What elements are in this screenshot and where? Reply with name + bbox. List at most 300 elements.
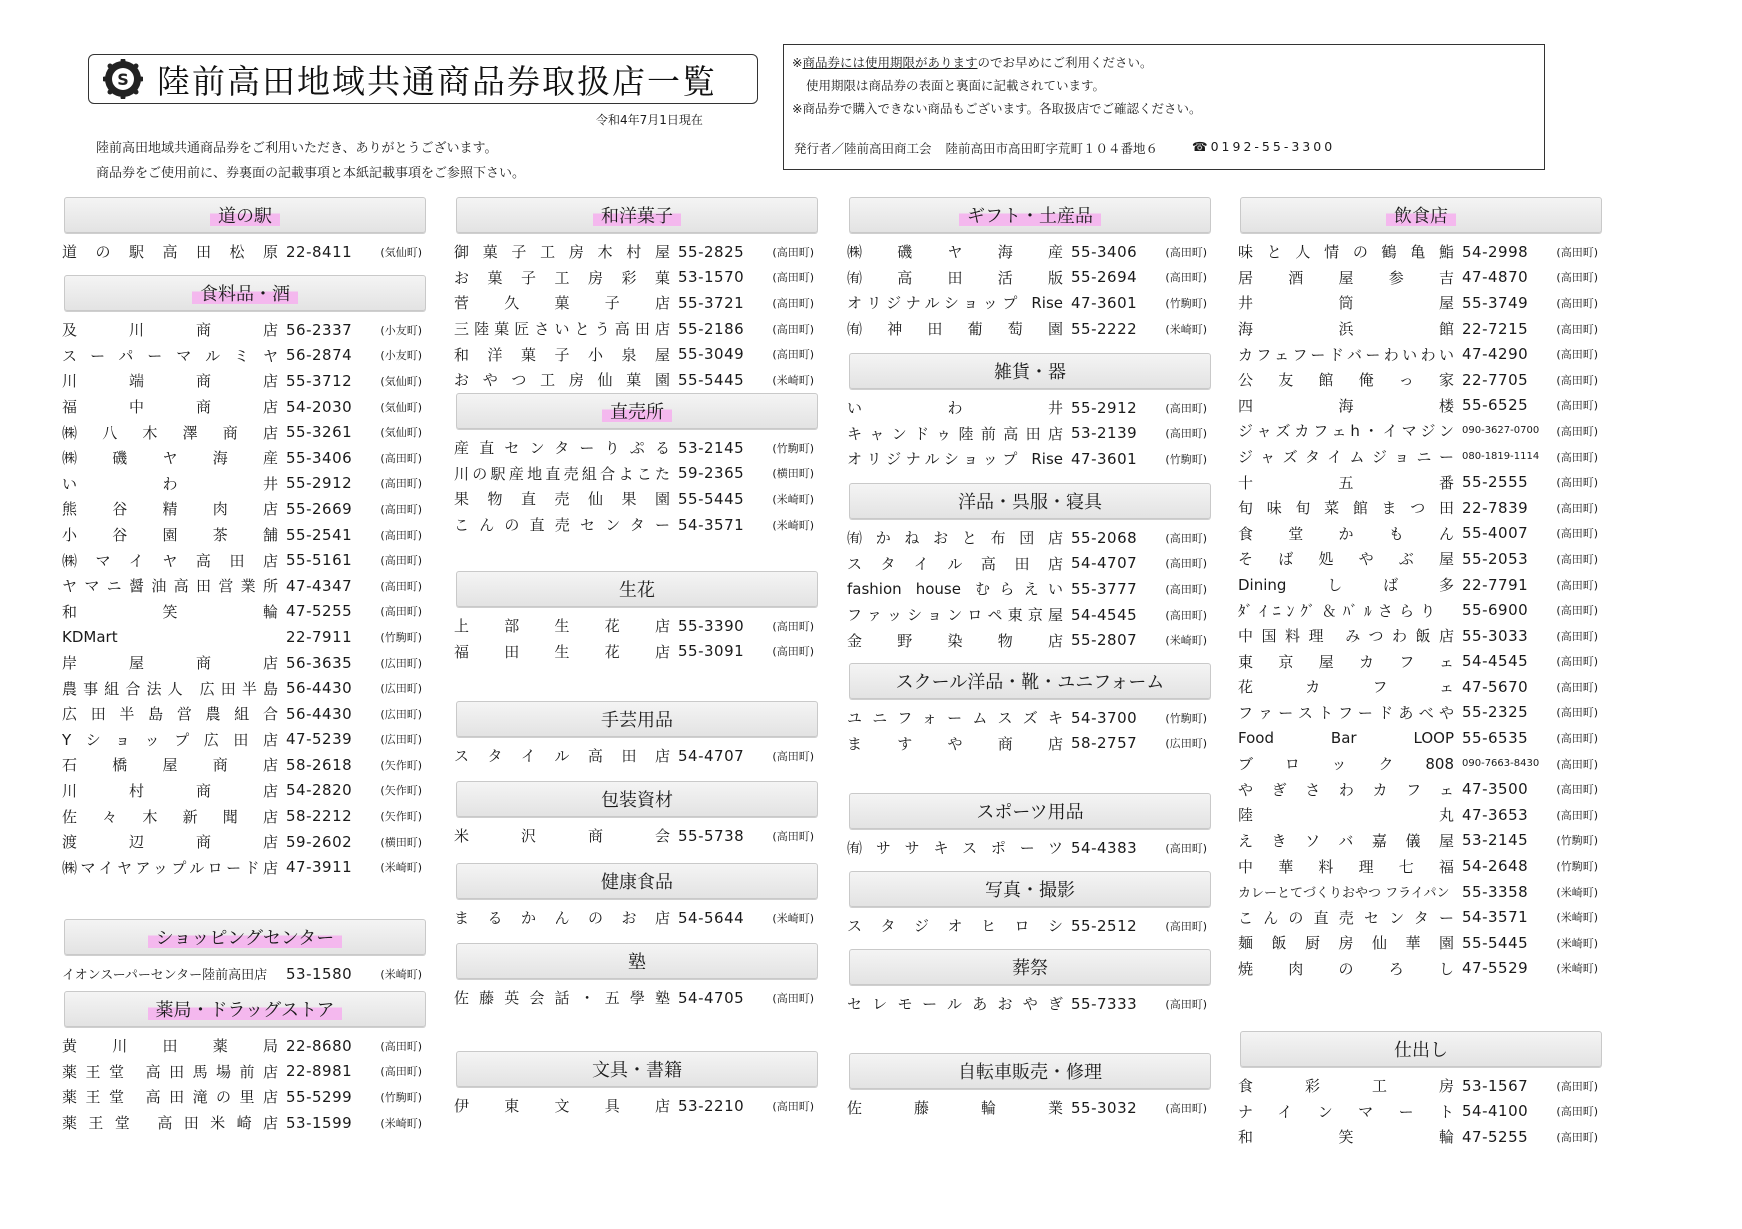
shop-row [1238,956,1604,982]
intro-line-2: 商品券をご使用前に、券裏面の記載事項と本紙記載事項をご参照下さい。 [96,166,526,181]
shop-row [1238,828,1604,854]
shop-row [454,1093,820,1119]
category-section [454,393,820,537]
shop-name: お菓子工房彩菓 [454,268,670,287]
title-box [88,54,758,104]
shop-list [454,743,820,769]
shop-phone: 56-4430 [286,704,353,723]
shop-area: (高田町) [1556,271,1598,285]
shop-area: (米崎町) [1165,322,1207,336]
shop-row [847,991,1213,1017]
shop-area: (高田町) [1165,841,1207,855]
shop-phone: 090-7663-8430 [1462,758,1540,770]
shop-name: いわ井 [847,399,1063,418]
shop-name: えきソバ嘉儀屋 [1238,831,1454,850]
shop-name: ブロック808 [1238,755,1454,774]
category-title: 和洋菓子 [593,202,681,228]
shop-area: (高田町) [772,245,814,259]
shop-phone: 55-4007 [1462,524,1529,543]
shop-list [62,239,428,265]
shop-name: 和洋菓子小泉屋 [454,345,670,364]
shop-name: 果物直売仙果園 [454,490,670,509]
category-header [849,483,1211,519]
shop-row [454,435,820,461]
category-header [456,197,818,233]
category-header [456,943,818,979]
shop-phone: 47-5255 [1462,1127,1529,1146]
publisher: 発行者／陸前高田商工会 [794,141,932,156]
shop-name: ジャズカフェh・イマジン [1238,422,1454,441]
shop-row [62,778,428,804]
shop-phone: 55-2053 [1462,549,1529,568]
shop-name: キャンドゥ陸前高田店 [847,424,1063,443]
shop-list [454,823,820,849]
shop-name: オリジナルショップ Rise [847,450,1063,469]
shop-row [847,731,1213,757]
shop-area: (高田町) [1556,680,1598,694]
shop-name: 伊東文具店 [454,1097,670,1116]
shop-name: 食彩工房 [1238,1077,1454,1096]
shop-area: (高田町) [1165,919,1207,933]
shop-row [1238,649,1604,675]
shop-row [454,341,820,367]
shop-phone: 47-4870 [1462,268,1529,287]
page-title: 陸前高田地域共通商品券取扱店一覧 [157,61,717,101]
shopping-emblem-icon [103,59,143,99]
shop-name: オリジナルショップ Rise [847,294,1063,313]
shop-name: 和笑輪 [1238,1128,1454,1147]
category-header [849,949,1211,985]
shop-phone: 53-2210 [678,1096,745,1115]
shop-name: Yショップ広田店 [62,730,278,749]
publisher-address: 陸前高田市高田町字荒町１０４番地６ [945,141,1159,156]
shop-name: 黄川田薬局 [62,1037,278,1056]
shop-row [62,727,428,753]
shop-list [454,239,820,393]
category-section [847,871,1213,939]
shop-area: (高田町) [380,502,422,516]
category-title: 健康食品 [601,872,673,893]
shop-name: 小谷園茶舗 [62,526,278,545]
category-title: 道の駅 [210,202,280,228]
shop-phone: 55-2912 [1071,398,1138,417]
shop-row [62,239,428,265]
shop-phone: 55-2912 [286,474,353,493]
shop-area: (高田町) [1165,557,1207,571]
shop-row [454,512,820,538]
shop-name: カレーとてづくりおやつ フライパン [1238,886,1450,902]
shop-name: カフェフードバーわいわい [1238,345,1454,364]
shop-phone: 22-8981 [286,1062,353,1081]
shop-row [847,551,1213,577]
shop-phone: 55-3091 [678,642,745,661]
shop-area: (高田町) [380,528,422,542]
category-header [1240,197,1602,233]
shop-area: (高田町) [380,451,422,465]
shop-list [62,961,428,987]
shop-phone: 55-2222 [1071,319,1138,338]
shop-area: (高田町) [772,991,814,1005]
shop-name: Food Bar LOOP [1238,729,1454,748]
category-header [849,663,1211,699]
shop-area: (高田町) [1556,1105,1598,1119]
shop-area: (矢作町) [380,784,422,798]
shop-row [62,496,428,522]
category-header [456,571,818,607]
shop-phone: 53-2139 [1071,424,1138,443]
shop-phone: 47-3601 [1071,449,1138,468]
shop-row [62,368,428,394]
shop-name: スタイル高田店 [847,554,1063,573]
shop-phone: 55-2807 [1071,631,1138,650]
shop-row [62,419,428,445]
category-title: 洋品・呉服・寝具 [958,492,1102,513]
shop-list [847,1095,1213,1121]
shop-area: (米崎町) [1556,962,1598,976]
shop-phone: 56-3635 [286,653,353,672]
shop-area: (高田町) [1556,1130,1598,1144]
publisher-line [794,139,1335,157]
shop-row [62,522,428,548]
shop-phone: 55-5299 [286,1087,353,1106]
category-section [847,663,1213,756]
shop-area: (高田町) [1556,552,1598,566]
shop-name: ㈲ササキスポーツ [847,839,1063,858]
shop-area: (小友町) [380,323,422,337]
shop-row [1238,1099,1604,1125]
shop-name: 御菓子工房木村屋 [454,243,670,262]
shop-area: (高田町) [772,619,814,633]
shop-phone: 55-3721 [678,293,745,312]
category-header [849,871,1211,907]
shop-phone: 47-5239 [286,730,353,749]
shop-row [1238,572,1604,598]
shop-list [454,613,820,664]
shop-list [1238,239,1604,981]
shop-phone: 47-3500 [1462,780,1529,799]
shop-row [62,1033,428,1059]
shop-phone: 22-7791 [1462,575,1529,594]
shop-row [1238,265,1604,291]
shop-phone: 55-2669 [286,499,353,518]
shop-name: ㈲高田活版 [847,268,1063,287]
shop-phone: 54-4100 [1462,1102,1529,1121]
category-header [456,1051,818,1087]
category-title: 手芸用品 [601,710,673,731]
shop-phone: 54-4545 [1462,652,1529,671]
shop-name: KDMart [62,627,118,646]
shop-name: 和笑輪 [62,602,278,621]
shop-area: (米崎町) [1556,911,1598,925]
category-section [454,1051,820,1119]
category-header [456,393,818,429]
shop-row [454,639,820,665]
category-header [456,863,818,899]
shop-row [847,576,1213,602]
shop-name: 居酒屋参吉 [1238,268,1454,287]
shop-area: (米崎町) [380,967,422,981]
shop-area: (米崎町) [772,492,814,506]
shop-name: 東京屋カフェ [1238,652,1454,671]
shop-row [62,624,428,650]
shop-row [847,316,1213,342]
shop-name: 佐藤輪業 [847,1099,1063,1118]
category-section [454,197,820,393]
shop-name: 佐藤英会話・五學塾 [454,989,670,1008]
shop-name: 石橋屋商店 [62,756,278,775]
shop-phone: 55-5445 [678,370,745,389]
shop-phone: 54-2030 [286,397,353,416]
shop-area: (竹駒町) [380,1090,422,1104]
shop-row [62,1059,428,1085]
category-section [62,991,428,1135]
shop-phone: 22-7839 [1462,498,1529,517]
shop-row [1238,495,1604,521]
shop-phone: 55-3358 [1462,882,1529,901]
shop-row [62,961,428,987]
shop-area: (広田町) [380,733,422,747]
shop-row [62,573,428,599]
shop-list [454,905,820,931]
shop-name: ますや商店 [847,734,1063,753]
shop-phone: 55-2068 [1071,528,1138,547]
shop-area: (高田町) [772,271,814,285]
shop-phone: 55-7333 [1071,994,1138,1013]
shop-area: (気仙町) [380,400,422,414]
shop-row [62,547,428,573]
shop-row [1238,469,1604,495]
shop-row [454,613,820,639]
shop-name: ヤマニ醤油高田営業所 [62,577,278,596]
shop-area: (高田町) [1165,401,1207,415]
shop-area: (高田町) [772,829,814,843]
shop-phone: 54-4707 [678,746,745,765]
category-title: 仕出し [1394,1040,1448,1061]
shop-area: (高田町) [772,645,814,659]
shop-phone: 55-6525 [1462,396,1529,415]
date-line: 令和4年7月1日現在 [596,113,703,127]
shop-row [454,367,820,393]
shop-phone: 58-2618 [286,755,353,774]
shop-area: (高田町) [772,1099,814,1113]
shop-list [1238,1073,1604,1150]
category-section [1238,197,1604,981]
shop-phone: 55-3390 [678,616,745,635]
shop-row [454,743,820,769]
category-header [849,353,1211,389]
shop-phone: 55-3032 [1071,1098,1138,1117]
shop-phone: 53-1580 [286,964,353,983]
shop-name: 四海楼 [1238,396,1454,415]
shop-phone: 53-1599 [286,1113,353,1132]
shop-row [454,316,820,342]
category-section [454,943,820,1011]
category-header [456,781,818,817]
category-section [62,275,428,880]
shop-phone: 47-3653 [1462,805,1529,824]
shop-area: (竹駒町) [380,630,422,644]
shop-list [454,985,820,1011]
shop-name: ファッションロペ東京屋 [847,606,1063,625]
notice-line-2: 使用期限は商品券の表面と裏面に記載されています。 [806,78,1106,93]
shop-name: 焼肉のろし [1238,959,1454,978]
shop-phone: 55-5738 [678,826,745,845]
category-title: 写真・撮影 [985,880,1075,901]
shop-row [454,461,820,487]
shop-name: ㈱磯ヤ海産 [62,449,278,468]
shop-phone: 55-2694 [1071,268,1138,287]
shop-area: (気仙町) [380,426,422,440]
shop-row [1238,853,1604,879]
shop-area: (広田町) [380,682,422,696]
shop-area: (高田町) [1556,501,1598,515]
shop-name: 福田生花店 [454,642,670,661]
shop-name: 川村商店 [62,781,278,800]
shop-name: 広田半島営農組合 [62,705,278,724]
shop-area: (米崎町) [772,911,814,925]
shop-name: 農事組合法人 広田半島 [62,679,278,698]
shop-name: 薬王堂 高田滝の里店 [62,1088,278,1107]
shop-row [847,1095,1213,1121]
shop-area: (矢作町) [380,810,422,824]
shop-row [1238,904,1604,930]
shop-area: (高田町) [1165,997,1207,1011]
category-section [847,1053,1213,1121]
shop-phone: 55-2512 [1071,916,1138,935]
shop-phone: 56-2337 [286,320,353,339]
shop-name: ㈲かねおと布団店 [847,529,1063,548]
shop-row [1238,725,1604,751]
shop-row [62,803,428,829]
shop-list [62,317,428,880]
shop-area: (米崎町) [1556,936,1598,950]
shop-name: 道の駅高田松原 [62,243,278,262]
shop-area: (気仙町) [380,245,422,259]
category-section [847,353,1213,472]
shop-area: (高田町) [1556,732,1598,746]
shop-phone: 54-3571 [1462,908,1529,927]
shop-name: ナインマート [1238,1102,1454,1121]
shop-phone: 55-3406 [286,448,353,467]
shop-row [847,239,1213,265]
shop-name: 薬王堂 高田馬場前店 [62,1062,278,1081]
shop-row [1238,546,1604,572]
shop-name: ファーストフードあべや [1238,703,1454,722]
shop-phone: 53-2145 [1462,831,1529,850]
shop-name: ﾀﾞｲﾆﾝｸﾞ＆ﾊﾞﾙさらり [1238,601,1442,620]
shop-row [1238,1124,1604,1150]
shop-name: 花カフェ [1238,678,1454,697]
shop-row [62,445,428,471]
shop-row [1238,444,1604,470]
shop-list [454,1093,820,1119]
shop-name: Diningしば多 [1238,576,1454,595]
shop-area: (高田町) [1165,582,1207,596]
shop-area: (竹駒町) [772,441,814,455]
shop-name: そば処やぶ屋 [1238,550,1454,569]
shop-name: いわ井 [62,474,278,493]
notice-line-3: ※商品券で購入できない商品もございます。各取扱店でご確認ください。 [792,101,1202,116]
category-title: 包装資材 [601,790,673,811]
category-title: 飲食店 [1386,202,1456,228]
shop-row [1238,341,1604,367]
shop-row [1238,802,1604,828]
category-title: 食料品・酒 [192,280,298,306]
publisher-tel: ☎0192-55-3300 [1192,139,1336,154]
category-section [454,701,820,769]
shop-area: (高田町) [380,1065,422,1079]
category-section [847,483,1213,653]
shop-area: (高田町) [1556,757,1598,771]
shop-phone: 55-2325 [1462,703,1529,722]
shop-row [62,675,428,701]
shop-phone: 59-2602 [286,832,353,851]
shop-name: 米沢商会 [454,827,670,846]
shop-area: (高田町) [1556,604,1598,618]
shop-row [1238,418,1604,444]
shop-row [454,905,820,931]
shop-phone: 22-7911 [286,627,353,646]
shop-area: (米崎町) [772,518,814,532]
shop-row [62,317,428,343]
shop-row [62,599,428,625]
category-title: ギフト・土産品 [959,202,1101,228]
shop-area: (竹駒町) [1165,296,1207,310]
shop-row [1238,367,1604,393]
shop-area: (小友町) [380,349,422,363]
shop-area: (高田町) [1556,348,1598,362]
shop-area: (高田町) [1165,608,1207,622]
shop-name: こんの直売センター [454,516,670,535]
shop-name: 川端商店 [62,372,278,391]
shop-name: 渡辺商店 [62,833,278,852]
shop-area: (竹駒町) [1556,834,1598,848]
shop-phone: 59-2365 [678,464,745,483]
shop-row [62,343,428,369]
shop-name: ㈱マイヤアップルロード店 [62,858,278,877]
shop-area: (高田町) [1165,427,1207,441]
category-section [454,781,820,849]
shop-name: 三陸菓匠さいとう高田店 [454,320,670,339]
shop-area: (高田町) [772,296,814,310]
shop-area: (米崎町) [380,1116,422,1130]
shop-area: (竹駒町) [1165,711,1207,725]
shop-phone: 47-3911 [286,858,353,877]
shop-name: 上部生花店 [454,617,670,636]
shop-phone: 55-3749 [1462,293,1529,312]
shop-phone: 54-3571 [678,515,745,534]
category-section [62,919,428,987]
shop-row [454,239,820,265]
shop-phone: 54-2820 [286,781,353,800]
shop-phone: 47-5255 [286,602,353,621]
shop-name: 味と人情の鶴亀鮨 [1238,243,1454,262]
shop-list [847,705,1213,756]
shop-phone: 55-5445 [678,489,745,508]
shop-row [62,752,428,778]
shop-phone: 55-3033 [1462,626,1529,645]
category-section [847,793,1213,861]
category-section [454,863,820,931]
shop-name: 食堂かもん [1238,524,1454,543]
shop-name: 井筒屋 [1238,294,1454,313]
shop-name: まるかんのお店 [454,909,670,928]
shop-row [1238,239,1604,265]
shop-row [1238,597,1604,623]
shop-list [847,239,1213,341]
shop-phone: 080-1819-1114 [1462,451,1540,463]
shop-row [1238,879,1604,905]
